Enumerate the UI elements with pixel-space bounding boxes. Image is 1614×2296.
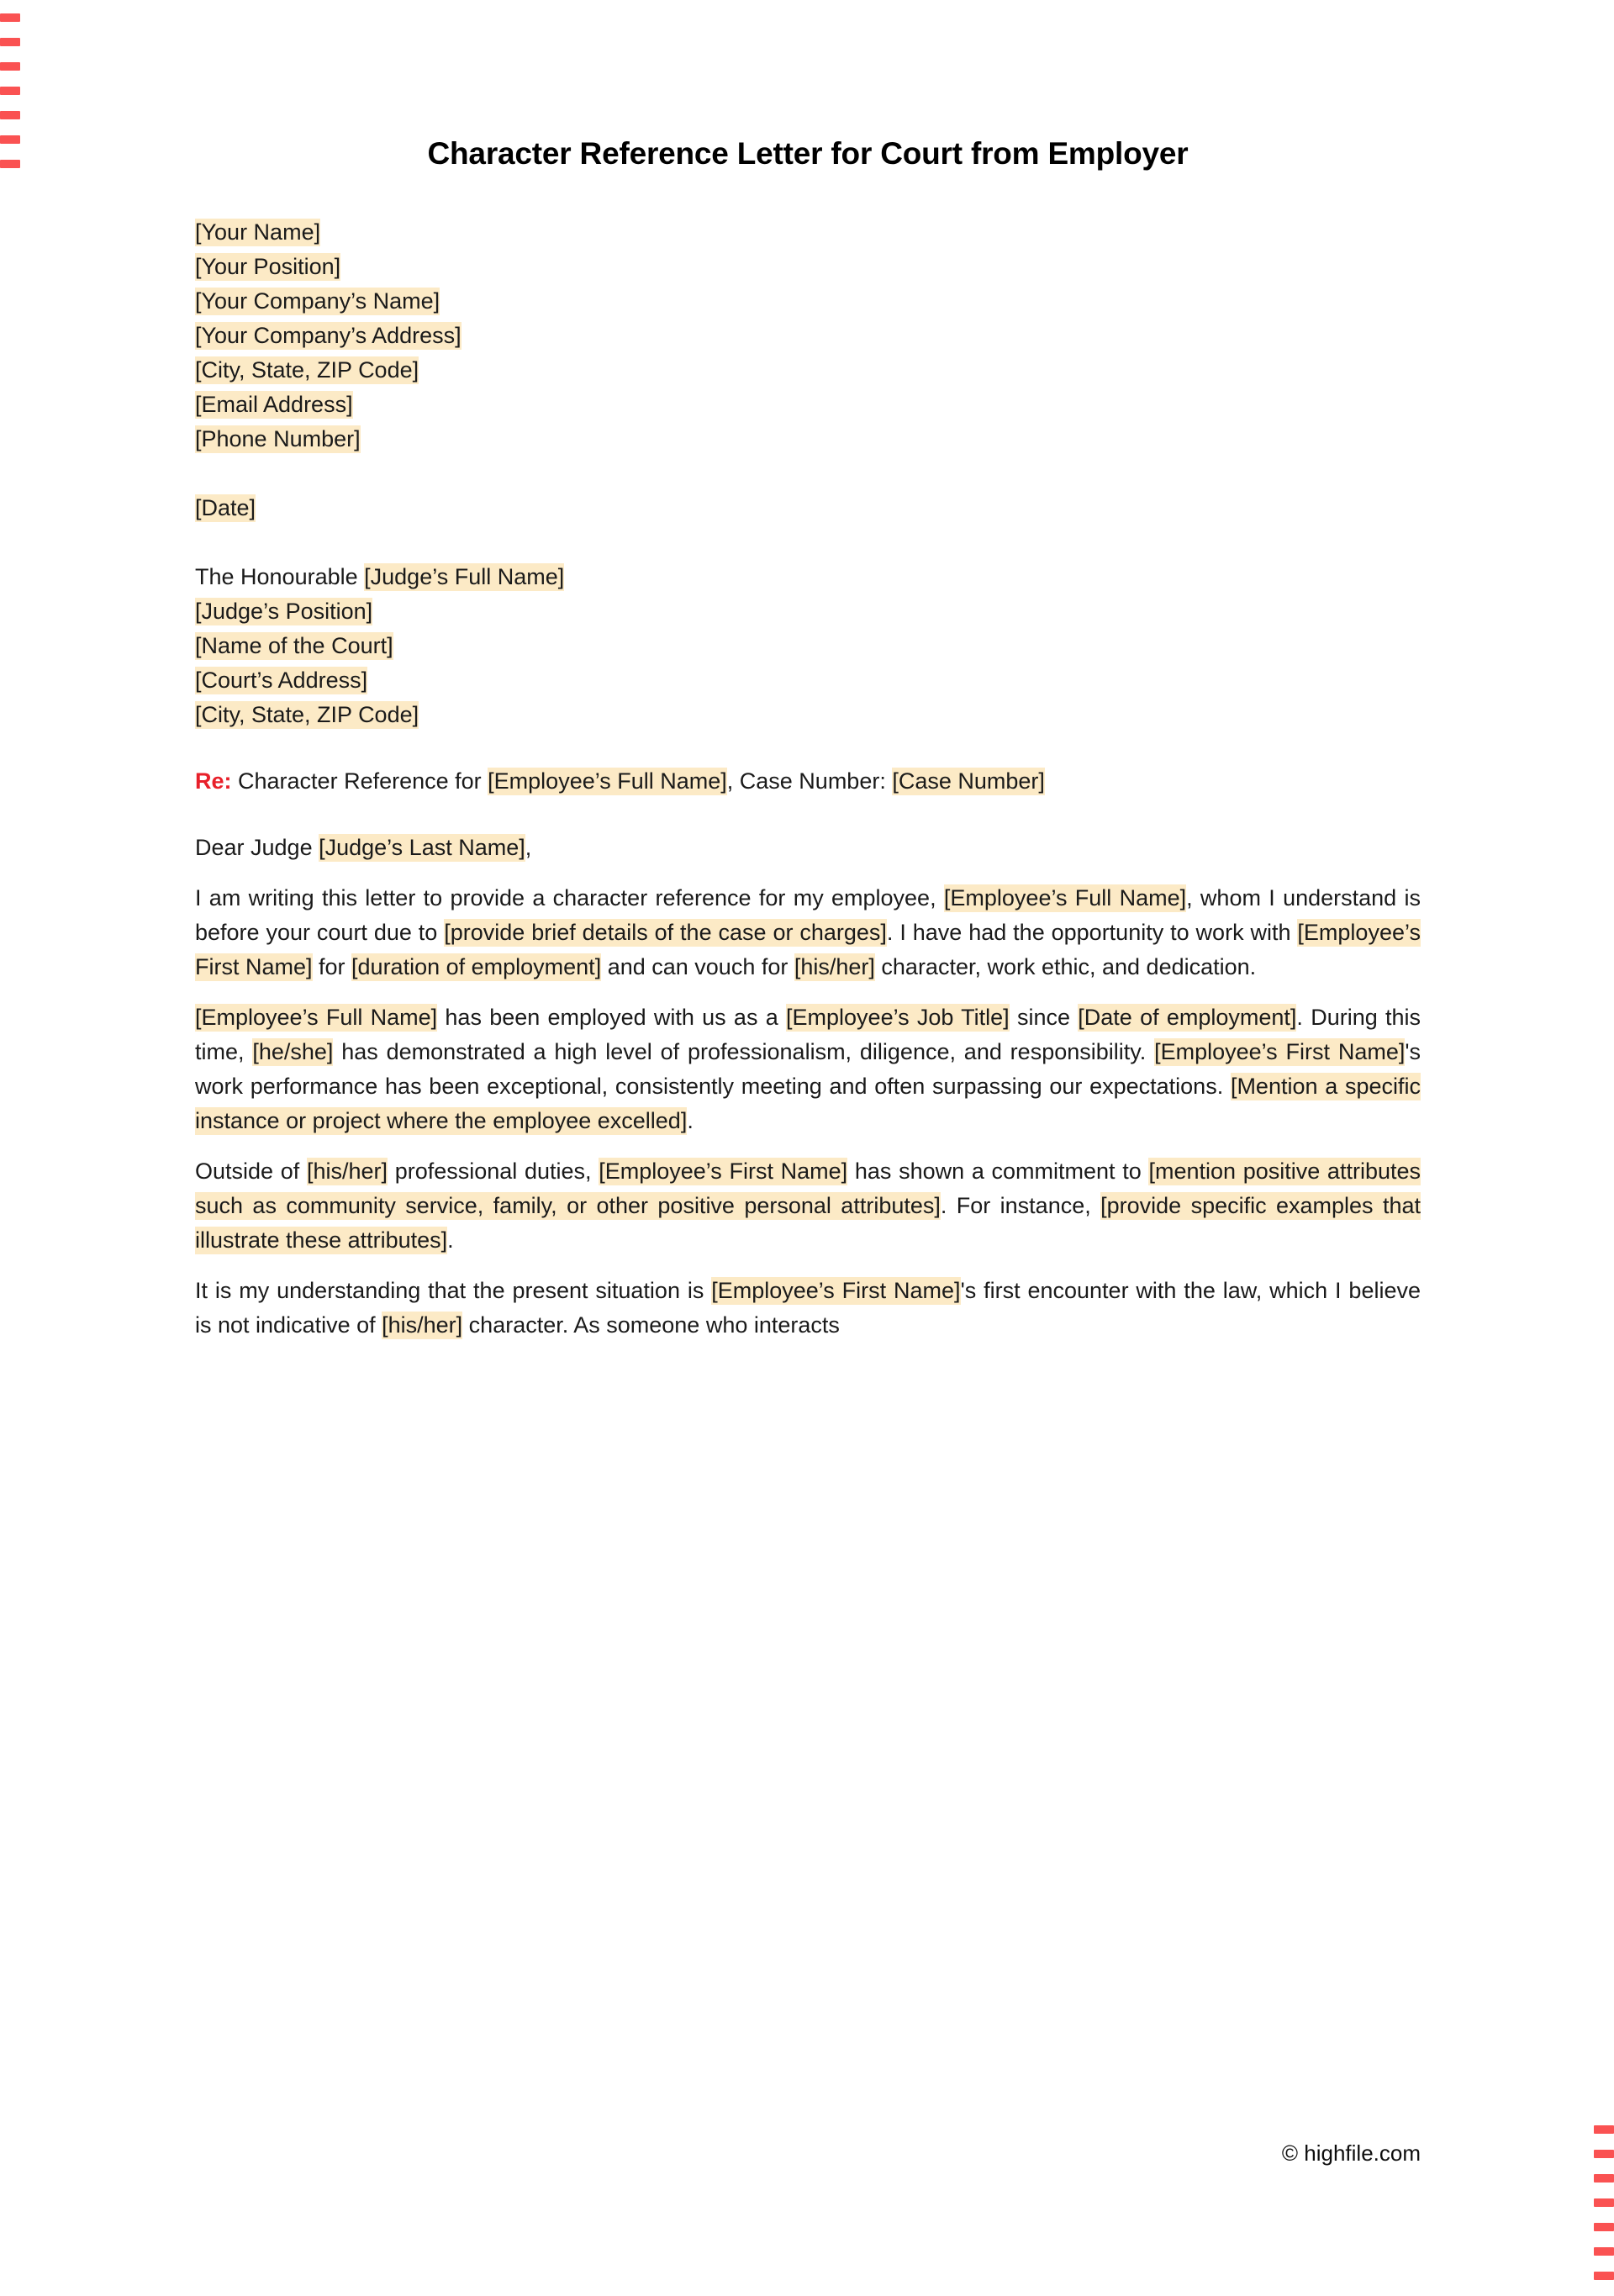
recipient-court-address <box>195 663 1421 698</box>
p2-s6: . <box>687 1108 694 1133</box>
letter-date <box>195 491 1421 525</box>
decorative-dash <box>1594 2198 1614 2207</box>
p1-s3: . I have had the opportunity to work with <box>886 920 1298 945</box>
sender-city-state-zip-value: [City, State, ZIP Code] <box>195 357 419 383</box>
p3-pronoun: [his/her] <box>306 1159 388 1184</box>
decorative-dash <box>0 160 20 168</box>
decorative-dash <box>1594 2174 1614 2183</box>
decorative-dash <box>0 38 20 46</box>
decorative-dash <box>1594 2247 1614 2256</box>
body-paragraph-3 <box>195 1154 1421 1258</box>
judge-position-value: [Judge’s Position] <box>195 599 373 624</box>
p3-employee-first-name: [Employee’s First Name] <box>599 1159 848 1184</box>
spacer <box>195 732 1421 764</box>
p2-s2: since <box>1009 1005 1079 1030</box>
sender-company-address-value: [Your Company’s Address] <box>195 323 462 348</box>
p3-s5: . <box>447 1227 454 1253</box>
judge-full-name-value: [Judge’s Full Name] <box>364 564 565 589</box>
subject-text-2: , Case Number: <box>726 768 893 794</box>
recipient-address-block <box>195 560 1421 732</box>
decorative-dash <box>1594 2150 1614 2158</box>
p1-s2: , whom I understand is before your court due to <box>195 885 1421 945</box>
re-label: Re: <box>195 768 232 794</box>
sender-position-value: [Your Position] <box>195 254 341 279</box>
p4-s1: It is my understanding that the present situation is <box>195 1278 712 1303</box>
sender-name <box>195 215 1421 250</box>
p1-duration-of-employment: [duration of employment] <box>351 954 602 979</box>
page-footer <box>195 2140 1421 2167</box>
page-title: Character Reference Letter for Court from Employer <box>427 136 1189 171</box>
sender-name-value: [Your Name] <box>195 219 321 245</box>
spacer <box>195 865 1421 881</box>
salutation-text-2: , <box>525 835 532 860</box>
p3-s3: has shown a commitment to <box>847 1159 1149 1184</box>
p1-pronoun: [his/her] <box>794 954 875 979</box>
decorative-dashes-top-left <box>0 13 20 184</box>
spacer <box>195 525 1421 560</box>
letter-date-value: [Date] <box>195 495 256 520</box>
sender-position <box>195 250 1421 284</box>
p2-job-title: [Employee’s Job Title] <box>786 1005 1010 1030</box>
subject-employee-full-name: [Employee’s Full Name] <box>488 768 727 794</box>
sender-address-block <box>195 215 1421 457</box>
p2-pronoun: [he/she] <box>252 1039 334 1064</box>
court-name-value: [Name of the Court] <box>195 633 393 658</box>
subject-line <box>195 764 1421 799</box>
sender-phone <box>195 422 1421 457</box>
salutation-text-1: Dear Judge <box>195 835 319 860</box>
p2-specific-instance: [Mention a specific instance or project where the employee excelled] <box>195 1074 1421 1133</box>
spacer <box>195 799 1421 831</box>
p4-s2: 's first encounter with the law, which I believe is not indicative of <box>195 1278 1421 1338</box>
decorative-dash <box>1594 2223 1614 2231</box>
p4-employee-first-name: [Employee’s First Name] <box>711 1278 961 1303</box>
p2-s4: has demonstrated a high level of professionalism, diligence, and responsibility. <box>333 1039 1155 1064</box>
body-paragraph-1 <box>195 881 1421 984</box>
copyright-label: © highfile.com <box>1281 2140 1421 2166</box>
decorative-dash <box>1594 2272 1614 2280</box>
sender-company-name-value: [Your Company’s Name] <box>195 288 440 314</box>
decorative-dash <box>0 87 20 95</box>
body-paragraph-4 <box>195 1274 1421 1343</box>
decorative-dash <box>0 62 20 71</box>
sender-company-address <box>195 319 1421 353</box>
p2-s3: . During this time, <box>195 1005 1421 1064</box>
p4-s3: character. As someone who interacts <box>462 1312 840 1338</box>
judge-last-name-value: [Judge’s Last Name] <box>319 835 525 860</box>
p3-s1: Outside of <box>195 1159 307 1184</box>
decorative-dash <box>0 13 20 22</box>
recipient-city-state-zip <box>195 698 1421 732</box>
p2-employee-full-name: [Employee’s Full Name] <box>195 1005 438 1030</box>
p1-s1: I am writing this letter to provide a character reference for my employee, <box>195 885 944 910</box>
p2-employee-first-name: [Employee’s First Name] <box>1154 1039 1406 1064</box>
subject-case-number: [Case Number] <box>892 768 1045 794</box>
p3-s2: professional duties, <box>388 1159 599 1184</box>
recipient-court-name <box>195 629 1421 663</box>
body-paragraph-2 <box>195 1000 1421 1138</box>
court-address-value: [Court’s Address] <box>195 668 368 693</box>
spacer <box>195 457 1421 491</box>
p1-s4: for <box>312 954 352 979</box>
letter-page <box>195 0 1421 1343</box>
decorative-dash <box>0 111 20 119</box>
decorative-dash <box>0 135 20 144</box>
honourable-prefix: The Honourable <box>195 564 365 589</box>
sender-company-name <box>195 284 1421 319</box>
p3-s4: . For instance, <box>940 1193 1101 1218</box>
sender-email-value: [Email Address] <box>195 392 353 417</box>
subject-text-1: Character Reference for <box>231 768 488 794</box>
recipient-judge-line <box>195 560 1421 594</box>
p1-s6: character, work ethic, and dedication. <box>874 954 1257 979</box>
p1-employee-full-name: [Employee’s Full Name] <box>943 885 1187 910</box>
p1-case-details: [provide brief details of the case or charges] <box>444 920 887 945</box>
p1-employee-first-name: [Employee’s First Name] <box>195 920 1421 979</box>
p3-positive-attributes: [mention positive attributes such as community service, family, or other positive personal attributes] <box>195 1159 1421 1218</box>
sender-email <box>195 388 1421 422</box>
p2-s1: has been employed with us as a <box>437 1005 787 1030</box>
spacer <box>195 172 1421 215</box>
sender-city-state-zip <box>195 353 1421 388</box>
p4-pronoun: [his/her] <box>382 1312 463 1338</box>
date-block <box>195 491 1421 525</box>
p3-specific-examples: [provide specific examples that illustrate these attributes] <box>195 1193 1421 1253</box>
recipient-judge-position <box>195 594 1421 629</box>
sender-phone-value: [Phone Number] <box>195 426 361 451</box>
decorative-dash <box>1594 2125 1614 2134</box>
decorative-dashes-bottom-right <box>1594 2125 1614 2296</box>
p2-s5: 's work performance has been exceptional, consistently meeting and often surpassing our expectations. <box>195 1039 1421 1099</box>
recipient-city-state-zip-value: [City, State, ZIP Code] <box>195 702 419 727</box>
p2-date-of-employment: [Date of employment] <box>1078 1005 1297 1030</box>
p1-s5: and can vouch for <box>601 954 794 979</box>
salutation <box>195 831 1421 865</box>
